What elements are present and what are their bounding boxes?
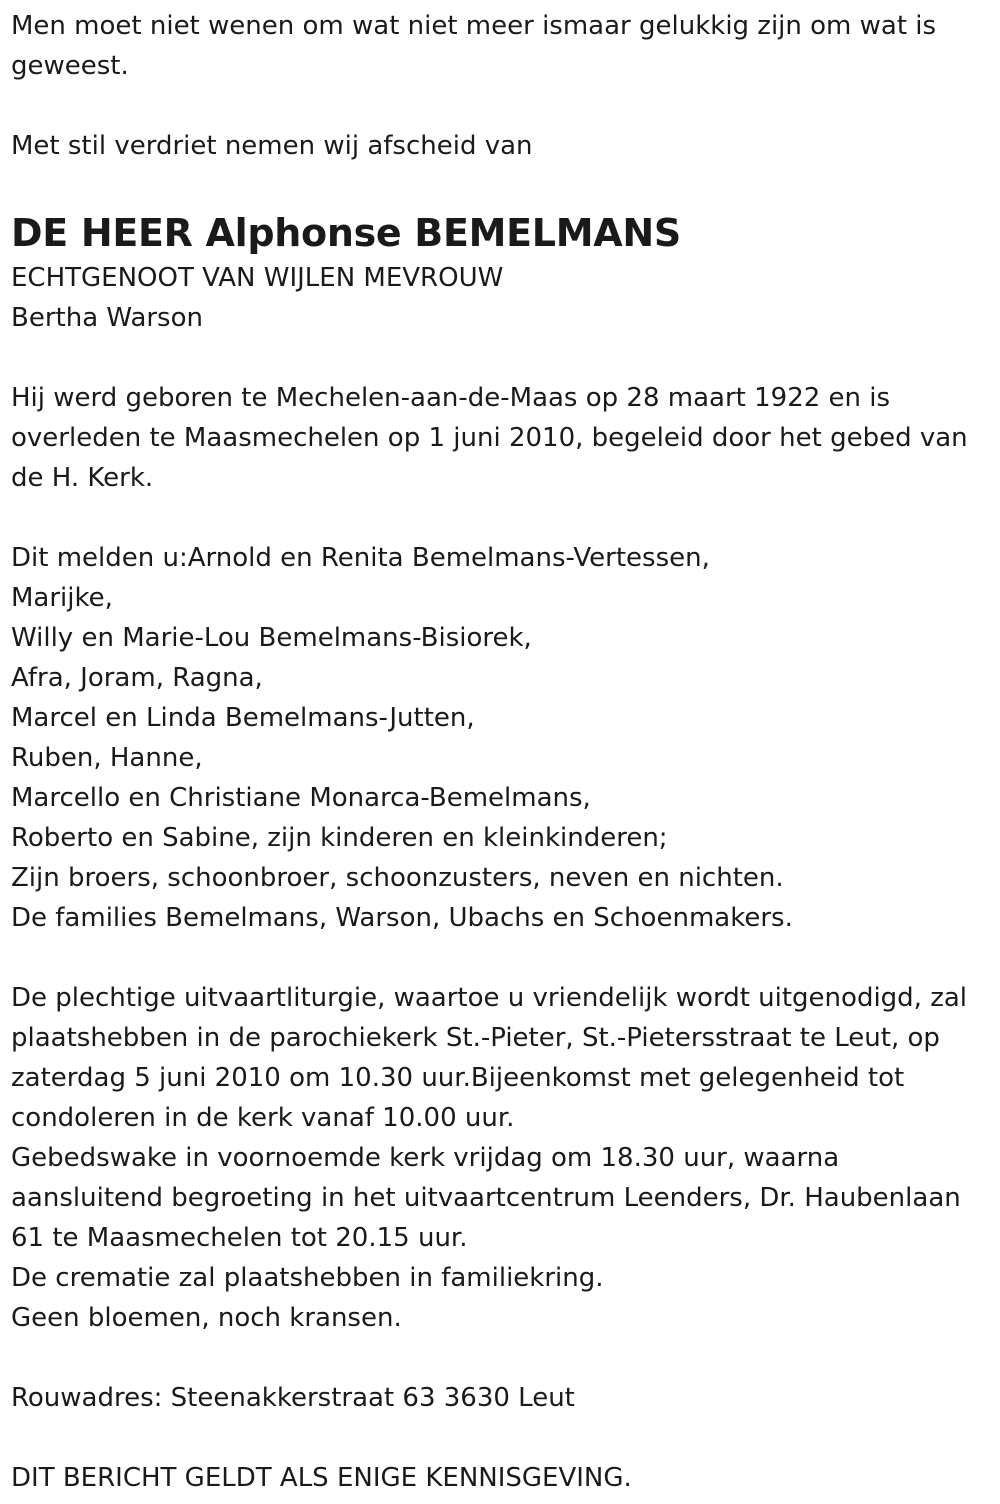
intro-text: Met stil verdriet nemen wij afscheid van [11,131,533,161]
ceremony-line: aansluitend begroeting in het uitvaartcentrum Leenders, Dr. Haubenlaan [11,1183,961,1213]
ceremony-line: condoleren in de kerk vanaf 10.00 uur. [11,1103,515,1133]
quote-line: geweest. [11,51,129,81]
life-line: Hij werd geboren te Mechelen-aan-de-Maas op 28 maart 1922 en is [11,383,891,413]
family-line: Dit melden u:Arnold en Renita Bemelmans-Vertessen, [11,543,710,573]
family-line: Marcel en Linda Bemelmans-Jutten, [11,703,475,733]
spouse-name: Bertha Warson [11,303,203,333]
family-line: Zijn broers, schoonbroer, schoonzusters, neven en nichten. [11,863,784,893]
family-line: Afra, Joram, Ragna, [11,663,263,693]
ceremony-line: De plechtige uitvaartliturgie, waartoe u vriendelijk wordt uitgenodigd, zal [11,983,968,1013]
life-line: de H. Kerk. [11,463,154,493]
family-list [11,538,1000,938]
ceremony-line: 61 te Maasmechelen tot 20.15 uur. [11,1223,468,1253]
closing-notice: DIT BERICHT GELDT ALS ENIGE KENNISGEVING. [11,1463,632,1493]
spacer [11,498,1000,538]
ceremony-line: zaterdag 5 juni 2010 om 10.30 uur.Bijeenkomst met gelegenheid tot [11,1063,905,1093]
family-line: Willy en Marie-Lou Bemelmans-Bisiorek, [11,623,532,653]
life-line: overleden te Maasmechelen op 1 juni 2010, begeleid door het gebed van [11,423,968,453]
spacer [11,1418,1000,1458]
ceremony-line: Geen bloemen, noch kransen. [11,1303,402,1333]
family-line: Roberto en Sabine, zijn kinderen en kleinkinderen; [11,823,668,853]
deceased-name: DE HEER Alphonse BEMELMANS [11,211,681,255]
family-line: Marijke, [11,583,113,613]
ceremony-line: plaatshebben in de parochiekerk St.-Pieter, St.-Pietersstraat te Leut, op [11,1023,940,1053]
family-line: Marcello en Christiane Monarca-Bemelmans, [11,783,591,813]
family-line: De families Bemelmans, Warson, Ubachs en Schoenmakers. [11,903,793,933]
spacer [11,166,1000,206]
quote-line: Men moet niet wenen om wat niet meer ismaar gelukkig zijn om wat is [11,11,937,41]
ceremony-details [11,978,1000,1338]
spacer [11,338,1000,378]
family-line: Ruben, Hanne, [11,743,203,773]
mourning-address: Rouwadres: Steenakkerstraat 63 3630 Leut [11,1383,575,1413]
spacer [11,1338,1000,1378]
life-details [11,378,1000,498]
spouse-relation: ECHTGENOOT VAN WIJLEN MEVROUW [11,263,504,293]
ceremony-line: De crematie zal plaatshebben in familiekring. [11,1263,604,1293]
opening-quote [11,6,1000,86]
deceased-block [11,210,1000,338]
ceremony-line: Gebedswake in voornoemde kerk vrijdag om 18.30 uur, waarna [11,1143,840,1173]
spacer [11,86,1000,126]
spacer [11,938,1000,978]
